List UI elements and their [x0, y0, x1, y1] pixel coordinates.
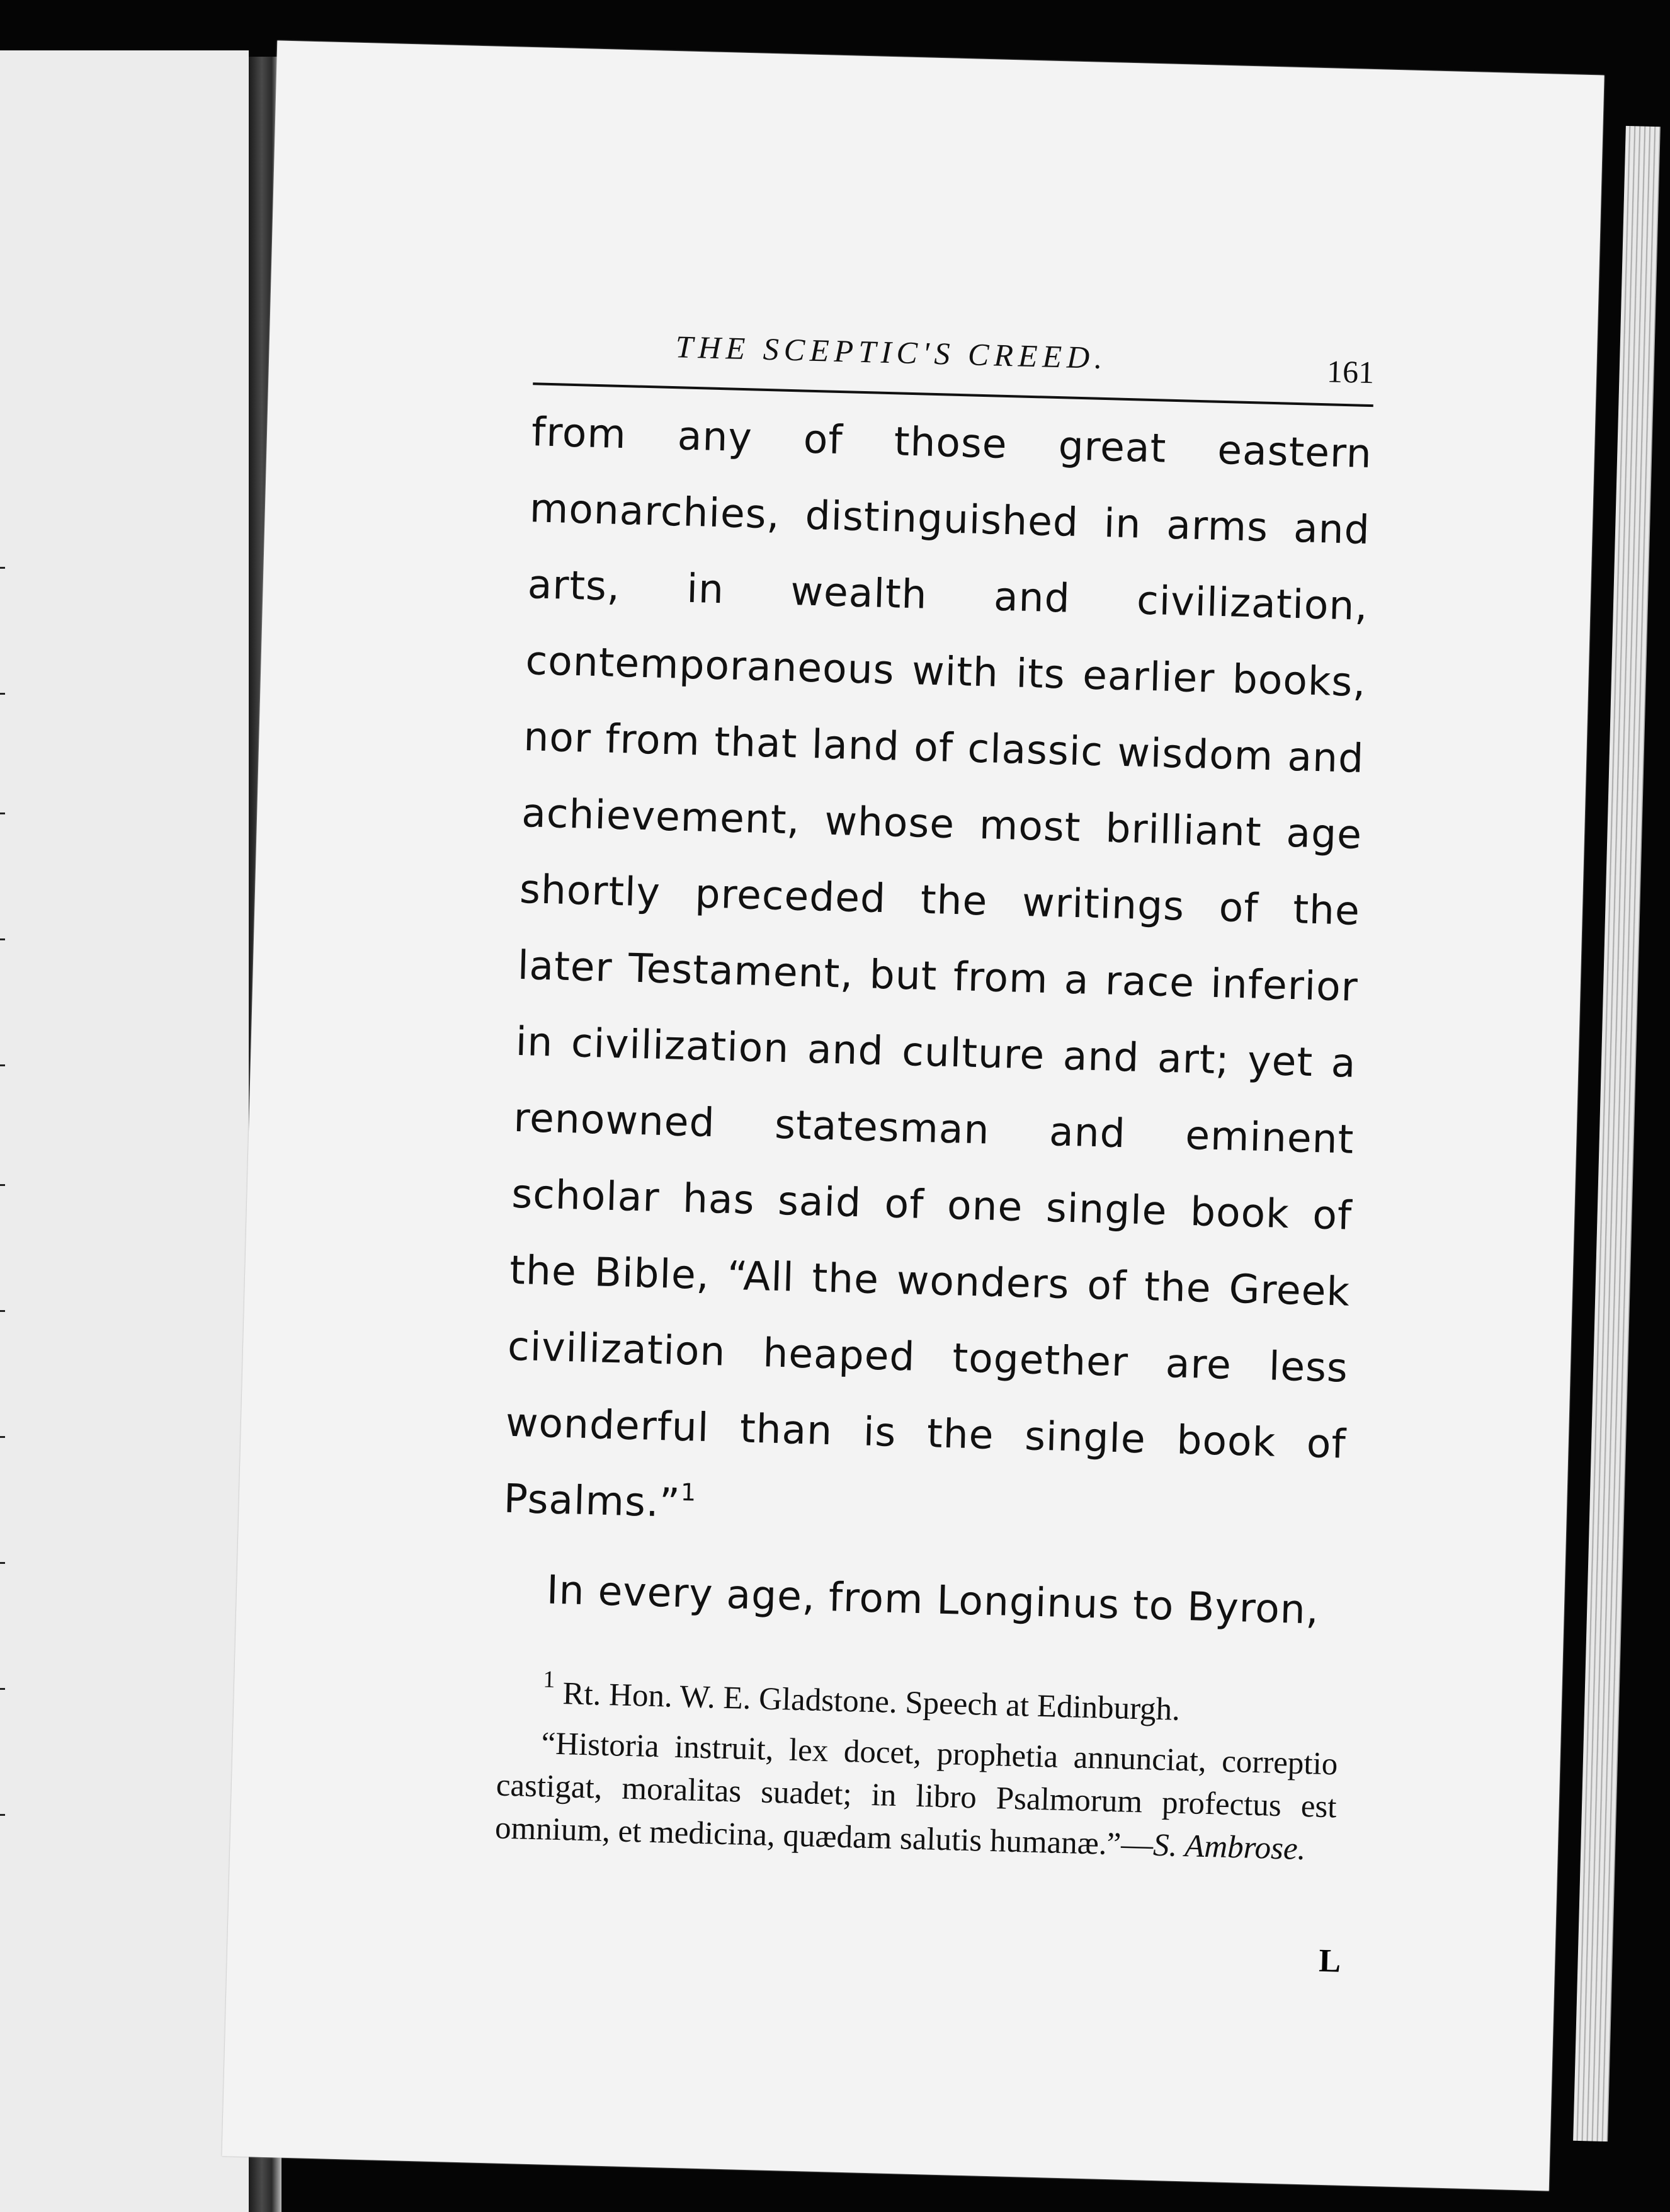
footnote	[494, 1721, 1338, 1871]
book-page	[222, 40, 1604, 2191]
footnote-marker: 1	[542, 1666, 555, 1693]
paragraph-text: In every age, from Longinus to Byron,	[546, 1566, 1320, 1633]
paragraph-text: from any of those great eastern monarchies, distinguished in arms and arts, in wealth and civilization, contemporaneous with its earlier books, nor from that land of classic wisdom and achievement, whose most brilliant age shortly preceded the writings of the later Testament, but from a race inferior in civilization and culture and art; yet a renowned statesman and eminent scholar has said of one single book of the Bible, “All the wonders of the Greek civilization heaped together are less wonderful than is the single book of Psalms.”	[503, 409, 1373, 1526]
paragraph	[503, 394, 1373, 1558]
left-page-edge	[0, 50, 13, 2212]
page-number: 161	[1326, 353, 1375, 391]
page-content	[494, 324, 1375, 1871]
footnote-attribution: S. Ambrose.	[1152, 1827, 1307, 1867]
paragraph	[501, 1551, 1343, 1649]
running-title: THE SCEPTIC'S CREED.	[675, 329, 1108, 376]
body-text	[501, 394, 1373, 1648]
footnote-text: Rt. Hon. W. E. Gladstone. Speech at Edinburgh.	[562, 1676, 1181, 1728]
footnote-text: “Historia instruit, lex docet, prophetia annunciat, correptio castigat, moralitas suadet; in libro Psalmorum profectus est omnium, et medicina, quædam salutis humanæ.”—	[494, 1726, 1339, 1863]
footnotes	[494, 1666, 1339, 1872]
left-page	[0, 50, 249, 2212]
signature-mark: L	[1318, 1942, 1341, 1980]
footnote-reference: 1	[680, 1478, 697, 1507]
